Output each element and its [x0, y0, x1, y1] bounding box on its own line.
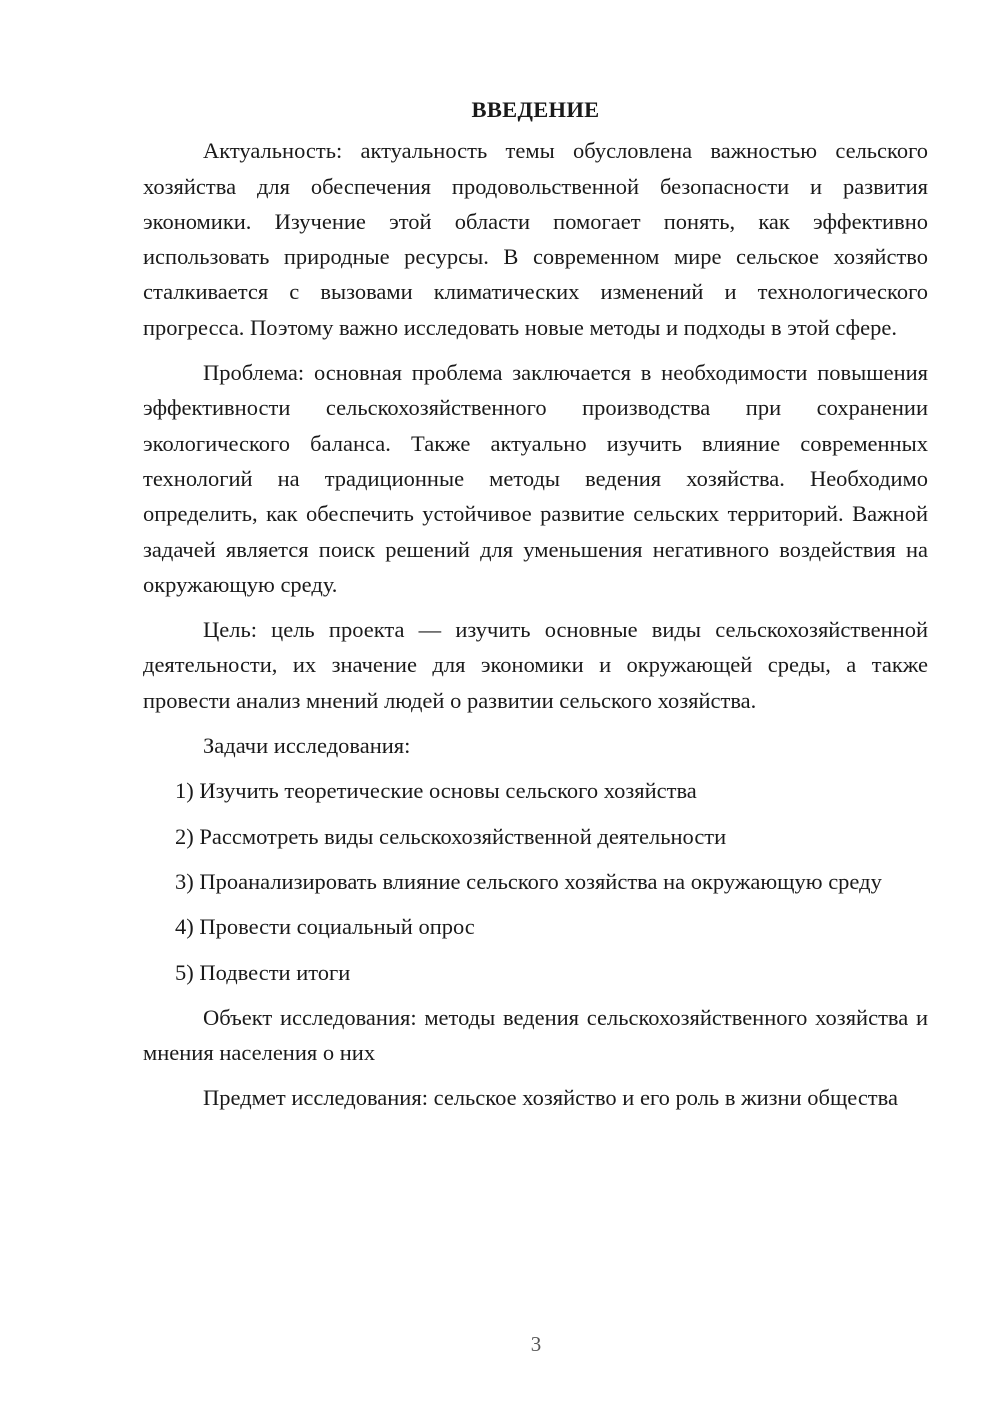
tasks-heading: Задачи исследования: [203, 733, 411, 759]
page-number: 3 [530, 1332, 542, 1356]
page-content [143, 92, 928, 1126]
task-item-1: 1) Изучить теоретические основы сельского хозяйства [175, 778, 697, 804]
section-title: ВВЕДЕНИЕ [471, 97, 600, 122]
relevance-paragraph: Актуальность: актуальность темы обусловлена важностью сельского хозяйства для обеспечения продовольственной безопасности и развития экономики. Изучение этой области помогает понять, как эффективно использовать природные ресурсы. В современном мире сельское хозяйство сталкивается с вызовами климатических изменений и технологического прогресса. Поэтому важно исследовать новые методы и подходы в этой сфере. [143, 138, 928, 340]
research-object-paragraph: Объект исследования: методы ведения сельскохозяйственного хозяйства и мнения населения о них [143, 1004, 928, 1066]
task-item-2: 2) Рассмотреть виды сельскохозяйственной деятельности [175, 823, 727, 849]
problem-paragraph: Проблема: основная проблема заключается в необходимости повышения эффективности сельскохозяйственного производства при сохранении экологического баланса. Также актуально изучить влияние современных технологий на традиционные методы ведения хозяйства. Необходимо определить, как обеспечить устойчивое развитие сельских территорий. Важной задачей является поиск решений для уменьшения негативного воздействия на окружающую среду. [143, 360, 928, 597]
task-item-5: 5) Подвести итоги [175, 959, 351, 985]
task-item-3: 3) Проанализировать влияние сельского хозяйства на окружающую среду [175, 868, 882, 894]
goal-paragraph: Цель: цель проекта — изучить основные виды сельскохозяйственной деятельности, их значение для экономики и окружающей среды, а также провести анализ мнений людей о развитии сельского хозяйства. [143, 617, 928, 713]
research-subject-paragraph: Предмет исследования: сельское хозяйство и его роль в жизни общества [203, 1085, 898, 1111]
task-item-4: 4) Провести социальный опрос [175, 914, 475, 940]
